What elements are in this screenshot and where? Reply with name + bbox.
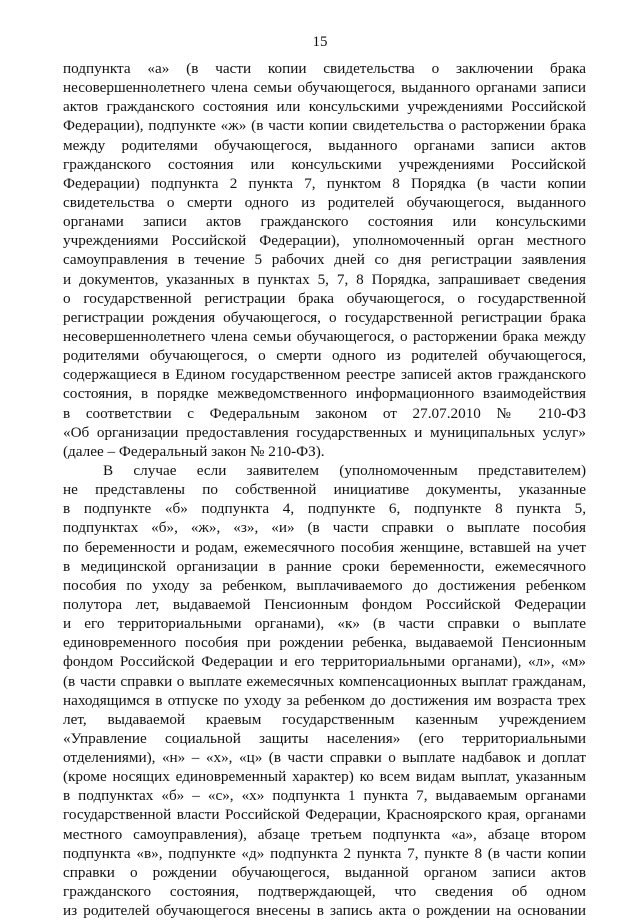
text-line: подпункта «а» (в части копии свидетельства о заключении брака [63,60,586,77]
text-line: подпунктах «б», «ж», «з», «и» (в части справки о выплате пособия [63,519,586,537]
text-line: справки о рождении обучающегося, выданной органом записи актов [63,863,586,881]
text-line: по беременности и родам, ежемесячного пособия женщине, вставшей на учет [63,538,586,556]
text-line: в соответствии с Федеральным законом от 27.07.2010 № 210-ФЗ [63,404,586,422]
text-line: регистрации рождения обучающегося, о государственной регистрации брака [63,308,586,326]
text-line: находящимся в отпуске по уходу за ребенком до достижения им возраста трех [63,691,586,709]
text-line: свидетельства о смерти одного из родителей обучающегося, выданного [63,193,586,211]
text-line: местного самоуправления), абзаце третьем подпункта «а», абзаце втором [63,825,586,843]
page-number: 15 [312,34,328,50]
text-line: подпункта «в», подпункте «д» подпункта 2 пункта 7, пункте 8 (в части копии [63,844,586,862]
text-line: органами записи актов гражданского состояния или консульскими [63,213,586,231]
text-line: «Управление социальной защиты населения» (его территориальными [63,729,586,747]
text-line: о государственной регистрации брака обучающегося, о государственной [63,289,586,307]
text-line: родителями обучающегося, о смерти одного из родителей обучающегося, [63,347,586,365]
paragraph [63,461,586,920]
text-line: состояния, в порядке межведомственного информационного взаимодействия [63,385,586,403]
text-line: полутора лет, выдаваемой Пенсионным фондом Российской Федерации [63,595,586,613]
text-line: государственной власти Российской Федерации, Красноярского края, органами [63,806,586,824]
text-line: не представлены по собственной инициативе документы, указанные [63,481,586,499]
text-line: (в части справки о выплате ежемесячных компенсационных выплат гражданам, [63,672,586,690]
text-line: в подпункте «б» подпункта 4, подпункте 6, подпункте 8 пункта 5, [63,500,586,518]
text-line: самоуправления в течение 5 рабочих дней со дня регистрации заявления [63,251,586,269]
text-line: Федерации) подпункта 2 пункта 7, пунктом 8 Порядка (в части копии [63,174,586,192]
text-line: Федерации), подпункте «ж» (в части копии свидетельства о расторжении брака [63,117,586,135]
text-line: (кроме носящих единовременный характер) ко всем видам выплат, указанным [63,768,586,786]
text-line: в подпунктах «б» – «с», «х» подпункта 1 пункта 7, выдаваемым органами [63,787,586,805]
text-line: между родителями обучающегося, выданного органами записи актов [63,136,586,154]
text-line: «Об организации предоставления государственных и муниципальных услуг» [63,423,586,441]
text-line: содержащиеся в Едином государственном реестре записей актов гражданского [63,366,586,384]
text-line: фондом Российской Федерации и его территориальными органами), «л», «м» [63,653,586,671]
text-line: отделениями), «н» – «х», «ц» (в части справки о выплате надбавок и доплат [63,749,586,767]
text-line: (далее – Федеральный закон № 210-ФЗ). [63,442,325,460]
text-line: гражданского состояния, подтверждающей, что сведения об одном [63,883,586,901]
text-line: учреждениями Российской Федерации), уполномоченный орган местного [63,232,586,250]
text-line: из родителей обучающегося внесены в запись акта о рождении на основании [63,902,586,920]
text-line: пособия по уходу за ребенком, выплачиваемого до достижения ребенком [63,576,586,594]
text-line: лет, выдаваемой краевым государственным казенным учреждением [63,710,586,728]
text-line: несовершеннолетнего члена семьи обучающегося, выданного органами записи [63,79,586,97]
text-line: в медицинской организации в ранние сроки беременности, ежемесячного [63,557,586,575]
text-line: и его территориальными органами), «к» (в части справки о выплате [63,615,586,633]
text-line: и документов, указанных в пунктах 5, 7, 8 Порядка, запрашивает сведения [63,270,586,288]
text-line: В случае если заявителем (уполномоченным представителем) [103,461,586,479]
document-body [63,59,586,920]
text-line: несовершеннолетнего члена семьи обучающегося, о расторжении брака между [63,327,586,345]
paragraph [63,59,586,461]
text-line: гражданского состояния или консульскими учреждениями Российской [63,155,586,173]
text-line: актов гражданского состояния или консульскими учреждениями Российской [63,98,586,116]
text-line: единовременного пособия при рождении ребенка, выдаваемой Пенсионным [63,634,586,652]
